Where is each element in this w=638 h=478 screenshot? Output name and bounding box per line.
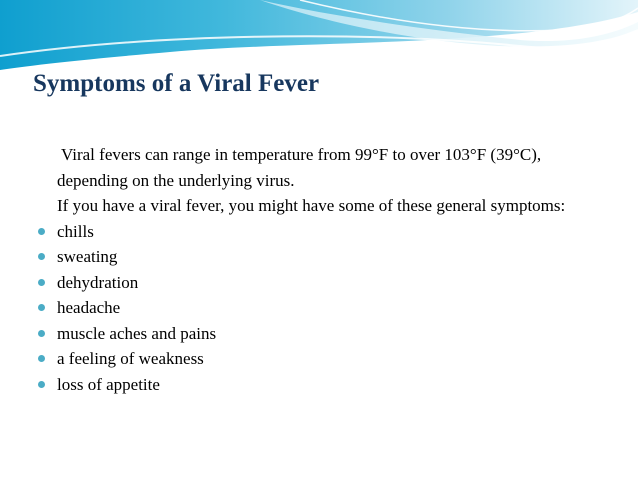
list-item-label: a feeling of weakness	[57, 349, 204, 368]
list-item-label: chills	[57, 221, 94, 241]
list-item	[36, 219, 616, 245]
list-item-label: headache	[57, 298, 121, 317]
bullet-dot-icon	[38, 330, 45, 337]
slide-title: Symptoms of a Viral Fever	[33, 70, 320, 97]
list-item	[36, 372, 616, 398]
list-item	[36, 244, 616, 270]
bullet-dot-icon	[38, 253, 45, 260]
list-item	[36, 295, 616, 321]
list-item-label: loss of appetite	[57, 374, 160, 394]
bullet-dot-icon	[38, 304, 45, 311]
symptom-list	[36, 219, 616, 398]
list-item-label: muscle aches and pains	[57, 323, 217, 343]
lead-in-paragraph: If you have a viral fever, you might have some of these general symptoms:	[57, 196, 566, 215]
wave-main	[0, 0, 638, 70]
list-item	[36, 321, 616, 347]
list-item-label: dehydration	[57, 272, 139, 292]
bullet-dot-icon	[38, 279, 45, 286]
bullet-dot-icon	[38, 228, 45, 235]
bullet-dot-icon	[38, 381, 45, 388]
list-item	[36, 270, 616, 296]
slide-body	[36, 142, 616, 397]
intro-paragraph: Viral fevers can range in temperature from 99°F to over 103°F (39°C), depending on the underlying virus.	[57, 145, 542, 190]
bullet-dot-icon	[38, 355, 45, 362]
list-item	[36, 346, 616, 372]
list-item-label: sweating	[57, 247, 118, 266]
